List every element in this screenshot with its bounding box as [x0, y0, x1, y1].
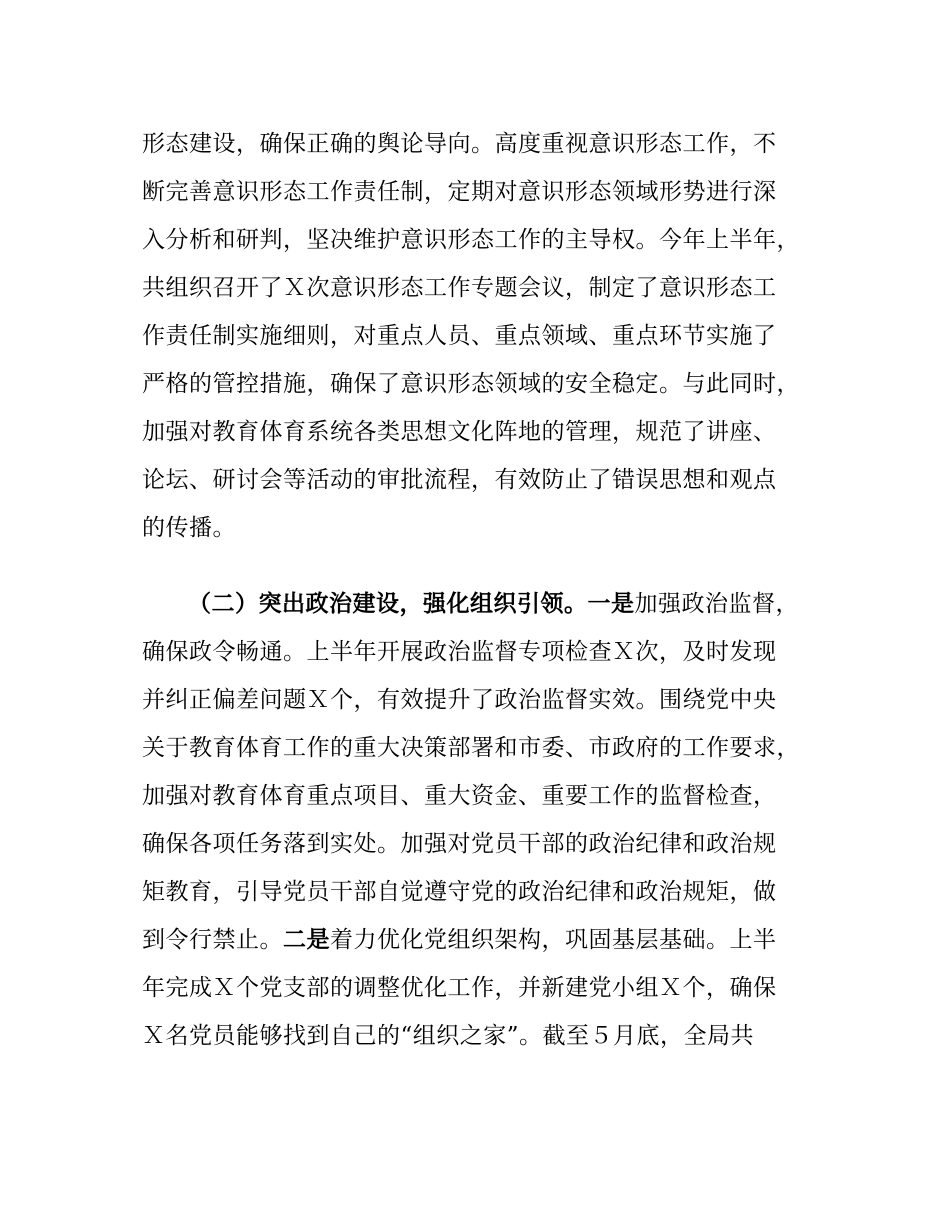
text-line: 断完善意识形态工作责任制，定期对意识形态领域形势进行深 [142, 179, 777, 205]
text-run: 到令行禁止。 [142, 927, 283, 953]
text-line: Ｘ名党员能够找到自己的“组织之家”。截至５月底，全局共 [142, 1023, 755, 1049]
text-run: 着力优化党组织架构，巩固基层基础。上半 [330, 927, 777, 953]
text-line: 矩教育，引导党员干部自觉遵守党的政治纪律和政治规矩，做 [142, 879, 777, 905]
paragraph-political-construction [142, 580, 822, 1060]
text-line: 的传播。 [142, 515, 236, 541]
text-line: 确保各项任务落到实处。加强对党员干部的政治纪律和政治规 [142, 831, 777, 857]
paragraph-ideology-work [142, 120, 822, 552]
text-line: 共组织召开了Ｘ次意识形态工作专题会议，制定了意识形态工 [142, 275, 777, 301]
text-line: 论坛、研讨会等活动的审批流程，有效防止了错误思想和观点 [142, 467, 777, 493]
text-line: 并纠正偏差问题Ｘ个，有效提升了政治监督实效。围绕党中央 [142, 687, 777, 713]
text-line-mixed [142, 916, 822, 964]
text-line: 确保政令畅通。上半年开展政治监督专项检查Ｘ次，及时发现 [142, 639, 777, 665]
text-line: 严格的管控措施，确保了意识形态领域的安全稳定。与此同时， [142, 371, 800, 397]
text-line-first [142, 580, 822, 628]
text-line: 形态建设，确保正确的舆论导向。高度重视意识形态工作，不 [142, 131, 777, 157]
text-line: 加强对教育体育系统各类思想文化阵地的管理，规范了讲座、 [142, 419, 777, 445]
text-line: 作责任制实施细则，对重点人员、重点领域、重点环节实施了 [142, 323, 777, 349]
text-line: 关于教育体育工作的重大决策部署和市委、市政府的工作要求， [142, 735, 800, 761]
lead-phrase-one: 一是 [587, 591, 635, 617]
section-heading: （二）突出政治建设，强化组织引领。 [188, 591, 588, 617]
lead-phrase-two: 二是 [283, 927, 330, 953]
text-line: 年完成Ｘ个党支部的调整优化工作，并新建党小组Ｘ个，确保 [142, 975, 777, 1001]
text-line: 入分析和研判，坚决维护意识形态工作的主导权。今年上半年， [142, 227, 800, 253]
text-run: 加强政治监督， [634, 591, 799, 617]
text-line: 加强对教育体育重点项目、重大资金、重要工作的监督检查， [142, 783, 777, 809]
